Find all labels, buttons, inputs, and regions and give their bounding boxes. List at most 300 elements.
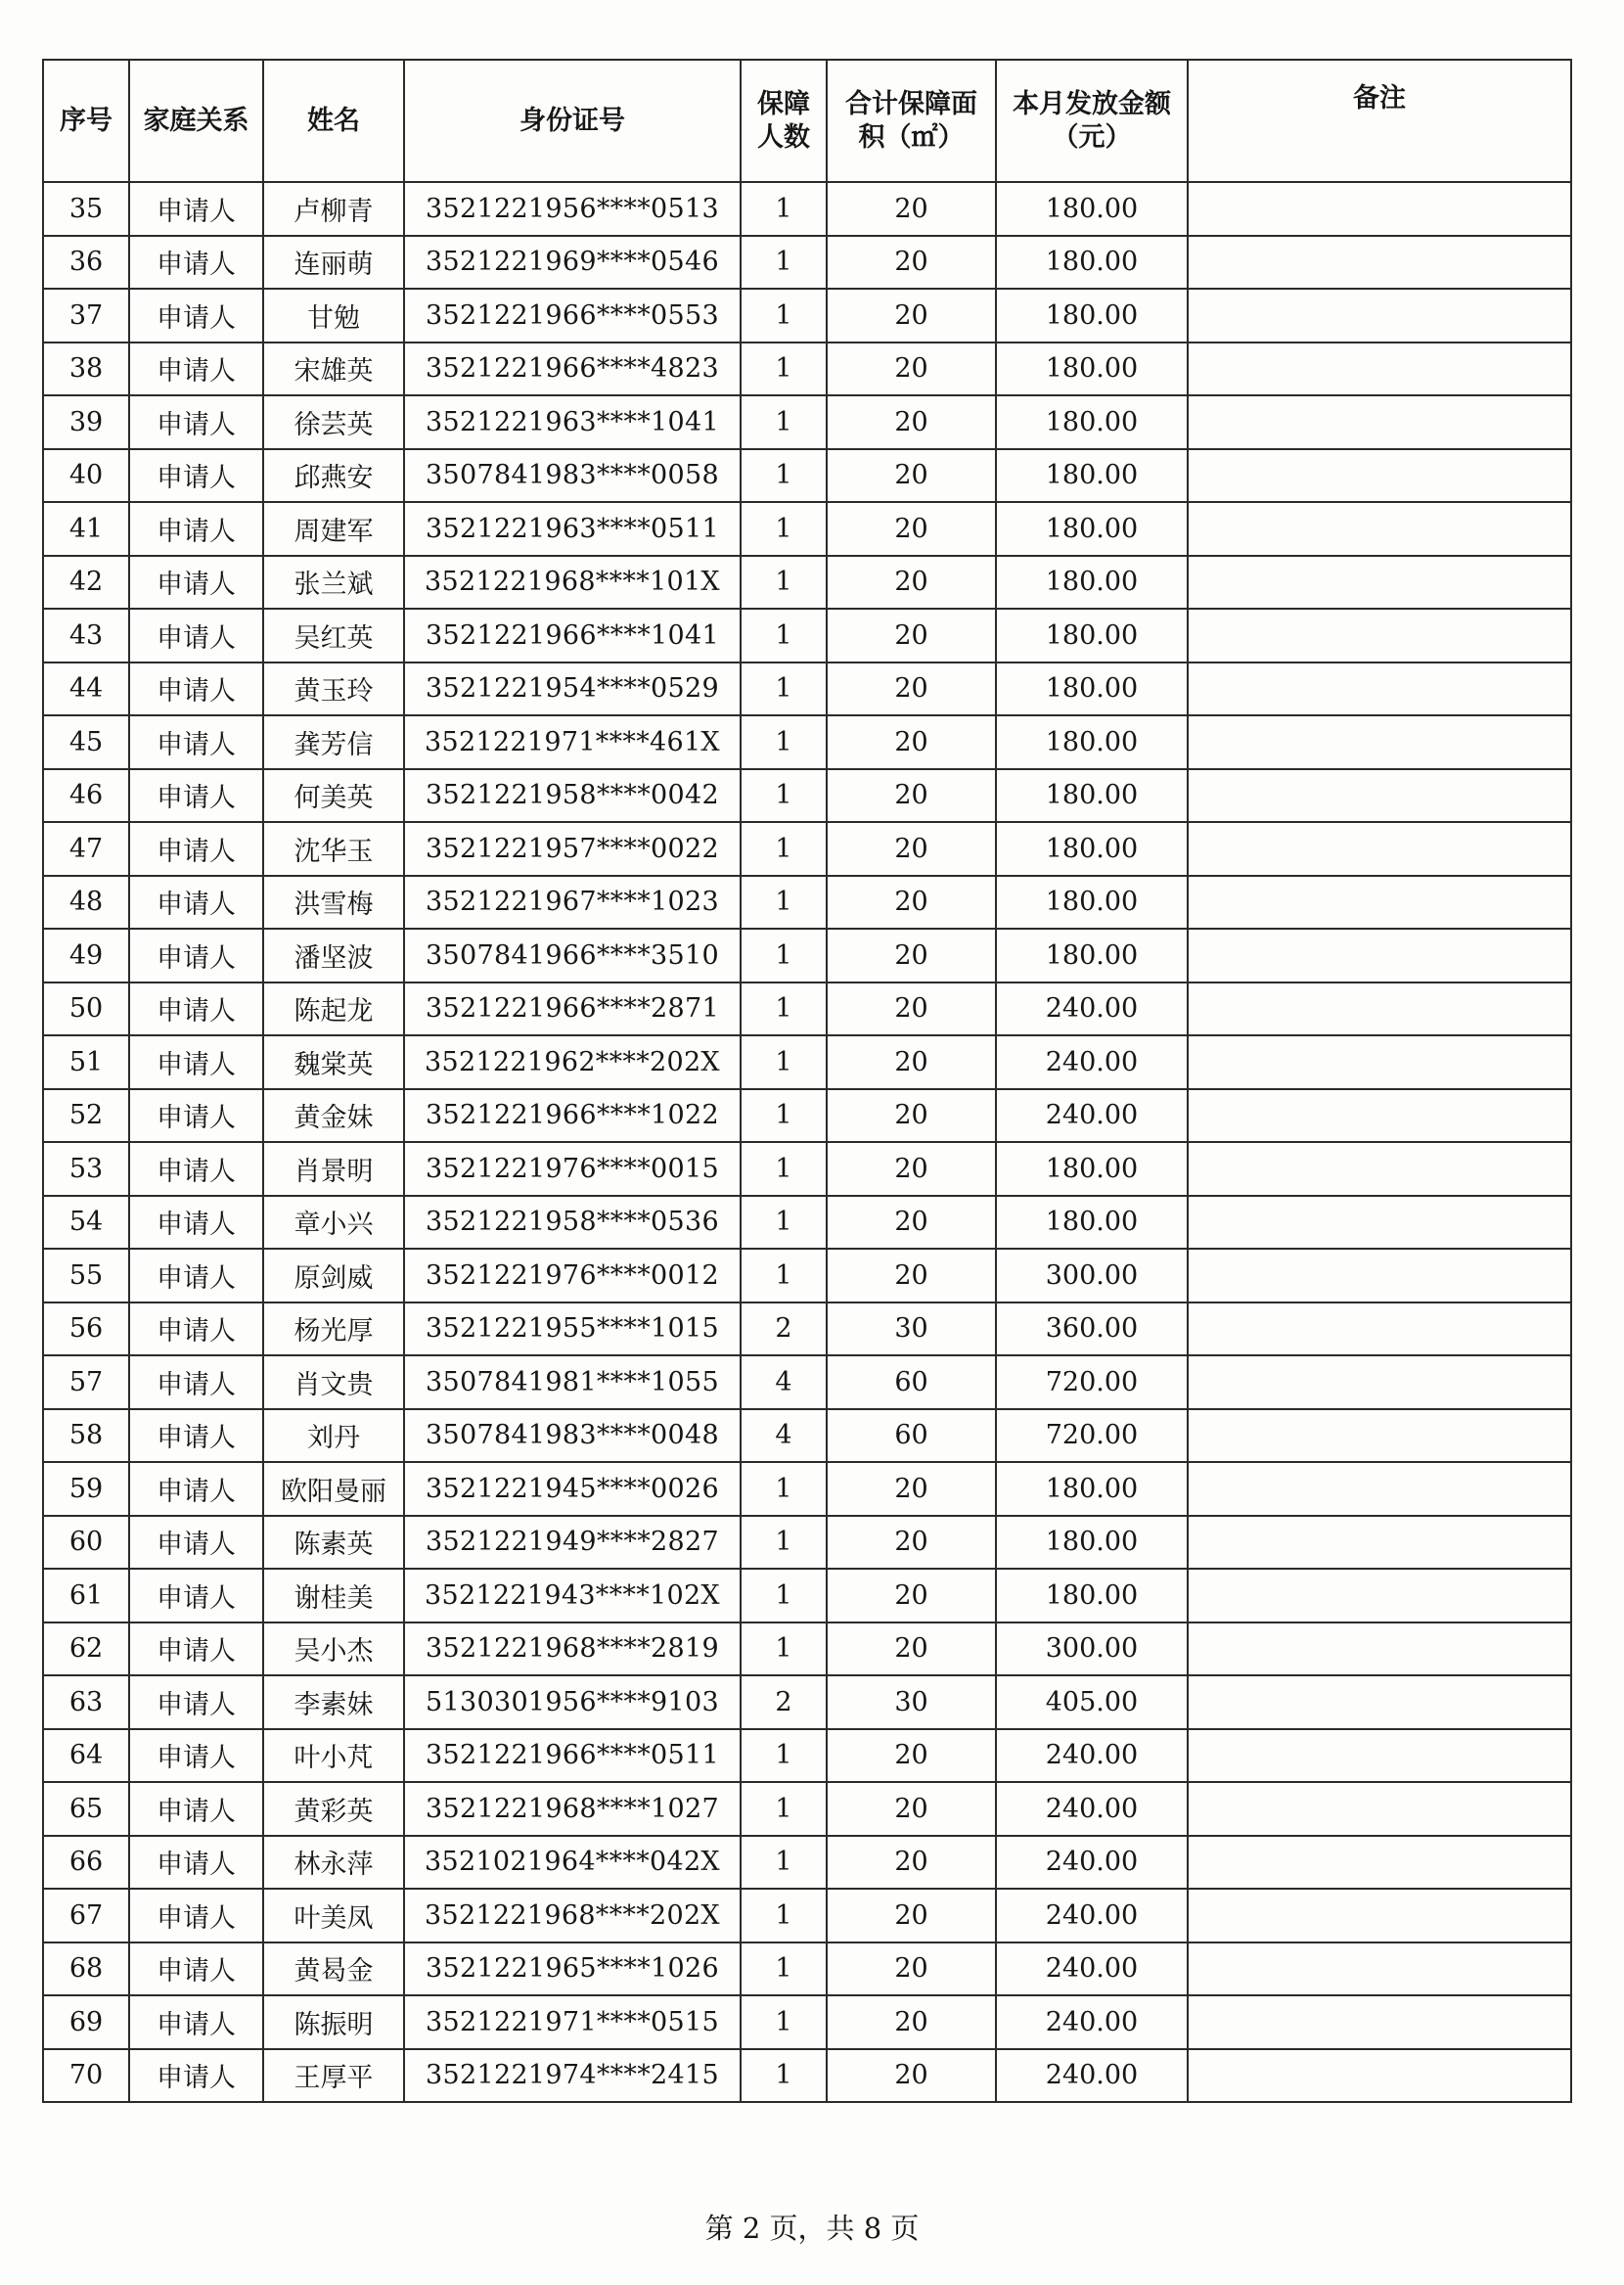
cell-name: 欧阳曼丽 (263, 1462, 404, 1516)
table-row (43, 1782, 1571, 1836)
cell-amount: 180.00 (996, 715, 1188, 769)
cell-persons: 1 (741, 1462, 827, 1516)
cell-name: 叶美凤 (263, 1889, 404, 1942)
cell-persons: 1 (741, 343, 827, 396)
cell-persons: 1 (741, 663, 827, 716)
cell-name: 陈振明 (263, 1995, 404, 2049)
cell-relation: 申请人 (129, 1462, 263, 1516)
cell-seq: 61 (43, 1569, 129, 1622)
cell-seq: 47 (43, 822, 129, 876)
cell-area: 60 (827, 1409, 996, 1463)
table-row (43, 1142, 1571, 1196)
cell-remark (1188, 1889, 1571, 1942)
cell-amount: 240.00 (996, 1729, 1188, 1783)
cell-id-number: 3521221968****101X (404, 556, 741, 610)
table-row (43, 876, 1571, 930)
cell-persons: 1 (741, 876, 827, 930)
cell-remark (1188, 1675, 1571, 1729)
cell-remark (1188, 1462, 1571, 1516)
cell-amount: 180.00 (996, 502, 1188, 556)
cell-seq: 65 (43, 1782, 129, 1836)
cell-name: 李素妹 (263, 1675, 404, 1729)
cell-name: 叶小芃 (263, 1729, 404, 1783)
cell-area: 20 (827, 1516, 996, 1570)
cell-amount: 180.00 (996, 609, 1188, 663)
cell-remark (1188, 1249, 1571, 1302)
table-row (43, 983, 1571, 1036)
cell-remark (1188, 1995, 1571, 2049)
cell-amount: 180.00 (996, 1516, 1188, 1570)
cell-name: 甘勉 (263, 289, 404, 343)
table-row (43, 449, 1571, 503)
cell-amount: 720.00 (996, 1409, 1188, 1463)
cell-area: 20 (827, 983, 996, 1036)
cell-amount: 180.00 (996, 769, 1188, 823)
cell-seq: 37 (43, 289, 129, 343)
cell-relation: 申请人 (129, 715, 263, 769)
cell-area: 20 (827, 395, 996, 449)
table-row (43, 1569, 1571, 1622)
table-row (43, 1622, 1571, 1676)
cell-area: 20 (827, 1995, 996, 2049)
cell-persons: 1 (741, 1196, 827, 1250)
table-row (43, 289, 1571, 343)
cell-remark (1188, 1142, 1571, 1196)
table-row (43, 1516, 1571, 1570)
cell-remark (1188, 182, 1571, 236)
cell-remark (1188, 663, 1571, 716)
cell-persons: 1 (741, 556, 827, 610)
cell-remark (1188, 556, 1571, 610)
cell-persons: 1 (741, 236, 827, 290)
cell-amount: 180.00 (996, 1462, 1188, 1516)
cell-area: 20 (827, 715, 996, 769)
cell-name: 吴小杰 (263, 1622, 404, 1676)
cell-persons: 2 (741, 1302, 827, 1356)
cell-relation: 申请人 (129, 663, 263, 716)
cell-remark (1188, 1035, 1571, 1089)
cell-seq: 58 (43, 1409, 129, 1463)
cell-seq: 64 (43, 1729, 129, 1783)
cell-name: 陈素英 (263, 1516, 404, 1570)
cell-id-number: 3521221962****202X (404, 1035, 741, 1089)
cell-area: 20 (827, 1942, 996, 1996)
cell-relation: 申请人 (129, 1942, 263, 1996)
cell-id-number: 3507841983****0058 (404, 449, 741, 503)
header-name: 姓名 (263, 60, 404, 182)
cell-remark (1188, 876, 1571, 930)
cell-persons: 1 (741, 1729, 827, 1783)
cell-relation: 申请人 (129, 876, 263, 930)
cell-area: 20 (827, 2049, 996, 2103)
cell-relation: 申请人 (129, 1622, 263, 1676)
cell-name: 黄彩英 (263, 1782, 404, 1836)
cell-persons: 1 (741, 182, 827, 236)
cell-persons: 1 (741, 1142, 827, 1196)
table-row (43, 1355, 1571, 1409)
cell-id-number: 5130301956****9103 (404, 1675, 741, 1729)
cell-area: 20 (827, 1035, 996, 1089)
cell-relation: 申请人 (129, 502, 263, 556)
cell-id-number: 3521221971****461X (404, 715, 741, 769)
cell-persons: 2 (741, 1675, 827, 1729)
cell-relation: 申请人 (129, 556, 263, 610)
cell-seq: 36 (43, 236, 129, 290)
roster-body (43, 182, 1571, 2102)
header-remark: 备注 (1188, 60, 1571, 182)
cell-relation: 申请人 (129, 1675, 263, 1729)
cell-id-number: 3521221943****102X (404, 1569, 741, 1622)
cell-id-number: 3507841966****3510 (404, 929, 741, 983)
header-row (43, 60, 1571, 182)
cell-seq: 43 (43, 609, 129, 663)
cell-relation: 申请人 (129, 769, 263, 823)
cell-remark (1188, 1836, 1571, 1890)
cell-amount: 180.00 (996, 663, 1188, 716)
cell-id-number: 3521221967****1023 (404, 876, 741, 930)
table-row (43, 1942, 1571, 1996)
table-row (43, 1409, 1571, 1463)
cell-area: 60 (827, 1355, 996, 1409)
cell-name: 陈起龙 (263, 983, 404, 1036)
cell-name: 原剑威 (263, 1249, 404, 1302)
table-row (43, 1196, 1571, 1250)
subsidy-roster-table (42, 59, 1572, 2103)
cell-amount: 180.00 (996, 449, 1188, 503)
cell-persons: 1 (741, 1836, 827, 1890)
cell-relation: 申请人 (129, 236, 263, 290)
cell-amount: 180.00 (996, 395, 1188, 449)
cell-name: 章小兴 (263, 1196, 404, 1250)
cell-remark (1188, 1622, 1571, 1676)
cell-persons: 1 (741, 609, 827, 663)
cell-id-number: 3521221958****0536 (404, 1196, 741, 1250)
cell-remark (1188, 1355, 1571, 1409)
cell-area: 20 (827, 449, 996, 503)
cell-persons: 1 (741, 1249, 827, 1302)
cell-seq: 54 (43, 1196, 129, 1250)
cell-seq: 63 (43, 1675, 129, 1729)
cell-persons: 1 (741, 929, 827, 983)
cell-seq: 66 (43, 1836, 129, 1890)
cell-id-number: 3521221971****0515 (404, 1995, 741, 2049)
cell-relation: 申请人 (129, 1035, 263, 1089)
cell-remark (1188, 236, 1571, 290)
cell-id-number: 3521221955****1015 (404, 1302, 741, 1356)
cell-seq: 45 (43, 715, 129, 769)
cell-area: 20 (827, 822, 996, 876)
cell-remark (1188, 983, 1571, 1036)
cell-amount: 180.00 (996, 929, 1188, 983)
cell-remark (1188, 769, 1571, 823)
cell-area: 20 (827, 1622, 996, 1676)
cell-amount: 180.00 (996, 182, 1188, 236)
cell-relation: 申请人 (129, 2049, 263, 2103)
cell-amount: 240.00 (996, 1995, 1188, 2049)
table-row (43, 1995, 1571, 2049)
cell-seq: 48 (43, 876, 129, 930)
cell-seq: 59 (43, 1462, 129, 1516)
cell-name: 魏棠英 (263, 1035, 404, 1089)
cell-area: 20 (827, 1462, 996, 1516)
table-row (43, 1462, 1571, 1516)
cell-id-number: 3521221963****0511 (404, 502, 741, 556)
cell-relation: 申请人 (129, 1249, 263, 1302)
cell-area: 20 (827, 1729, 996, 1783)
cell-relation: 申请人 (129, 1302, 263, 1356)
cell-area: 30 (827, 1302, 996, 1356)
cell-remark (1188, 2049, 1571, 2103)
table-row (43, 502, 1571, 556)
cell-name: 卢柳青 (263, 182, 404, 236)
cell-area: 20 (827, 663, 996, 716)
cell-id-number: 3507841981****1055 (404, 1355, 741, 1409)
cell-amount: 240.00 (996, 1836, 1188, 1890)
cell-remark (1188, 1942, 1571, 1996)
cell-seq: 38 (43, 343, 129, 396)
cell-id-number: 3521221956****0513 (404, 182, 741, 236)
cell-id-number: 3521221966****1041 (404, 609, 741, 663)
cell-remark (1188, 1196, 1571, 1250)
cell-persons: 1 (741, 1622, 827, 1676)
cell-persons: 1 (741, 1782, 827, 1836)
page-number: 第 2 页，共 8 页 (704, 2212, 920, 2245)
cell-remark (1188, 715, 1571, 769)
cell-amount: 240.00 (996, 983, 1188, 1036)
cell-area: 30 (827, 1675, 996, 1729)
header-relation: 家庭关系 (129, 60, 263, 182)
cell-remark (1188, 1729, 1571, 1783)
cell-id-number: 3521221963****1041 (404, 395, 741, 449)
cell-persons: 1 (741, 502, 827, 556)
cell-id-number: 3507841983****0048 (404, 1409, 741, 1463)
cell-id-number: 3521221958****0042 (404, 769, 741, 823)
cell-area: 20 (827, 876, 996, 930)
cell-name: 宋雄英 (263, 343, 404, 396)
cell-name: 黄金妹 (263, 1089, 404, 1143)
cell-relation: 申请人 (129, 182, 263, 236)
cell-relation: 申请人 (129, 1889, 263, 1942)
cell-area: 20 (827, 1782, 996, 1836)
cell-relation: 申请人 (129, 929, 263, 983)
table-row (43, 236, 1571, 290)
cell-area: 20 (827, 769, 996, 823)
header-id-number: 身份证号 (404, 60, 741, 182)
cell-persons: 1 (741, 1889, 827, 1942)
cell-remark (1188, 1782, 1571, 1836)
cell-area: 20 (827, 1249, 996, 1302)
cell-name: 肖景明 (263, 1142, 404, 1196)
cell-persons: 1 (741, 822, 827, 876)
cell-persons: 1 (741, 449, 827, 503)
cell-area: 20 (827, 1569, 996, 1622)
cell-amount: 240.00 (996, 1782, 1188, 1836)
header-area: 合计保障面积（㎡） (827, 60, 996, 182)
cell-persons: 1 (741, 2049, 827, 2103)
cell-amount: 180.00 (996, 822, 1188, 876)
cell-amount: 180.00 (996, 556, 1188, 610)
cell-id-number: 3521221976****0015 (404, 1142, 741, 1196)
cell-remark (1188, 1569, 1571, 1622)
cell-id-number: 3521221966****4823 (404, 343, 741, 396)
table-row (43, 1035, 1571, 1089)
cell-remark (1188, 502, 1571, 556)
cell-area: 20 (827, 929, 996, 983)
cell-relation: 申请人 (129, 1995, 263, 2049)
table-row (43, 1889, 1571, 1942)
cell-id-number: 3521221949****2827 (404, 1516, 741, 1570)
cell-persons: 1 (741, 983, 827, 1036)
table-row (43, 1729, 1571, 1783)
cell-relation: 申请人 (129, 609, 263, 663)
cell-seq: 52 (43, 1089, 129, 1143)
cell-area: 20 (827, 609, 996, 663)
cell-seq: 40 (43, 449, 129, 503)
cell-persons: 1 (741, 715, 827, 769)
cell-amount: 180.00 (996, 876, 1188, 930)
cell-amount: 360.00 (996, 1302, 1188, 1356)
cell-area: 20 (827, 343, 996, 396)
cell-amount: 240.00 (996, 1035, 1188, 1089)
cell-seq: 35 (43, 182, 129, 236)
cell-relation: 申请人 (129, 343, 263, 396)
cell-relation: 申请人 (129, 1409, 263, 1463)
table-row (43, 715, 1571, 769)
cell-seq: 70 (43, 2049, 129, 2103)
cell-id-number: 3521221954****0529 (404, 663, 741, 716)
cell-amount: 180.00 (996, 343, 1188, 396)
cell-name: 谢桂美 (263, 1569, 404, 1622)
cell-seq: 49 (43, 929, 129, 983)
cell-name: 吴红英 (263, 609, 404, 663)
cell-area: 20 (827, 1089, 996, 1143)
cell-id-number: 3521221945****0026 (404, 1462, 741, 1516)
cell-name: 沈华玉 (263, 822, 404, 876)
cell-seq: 62 (43, 1622, 129, 1676)
cell-relation: 申请人 (129, 1836, 263, 1890)
cell-relation: 申请人 (129, 1355, 263, 1409)
cell-name: 杨光厚 (263, 1302, 404, 1356)
cell-persons: 1 (741, 1942, 827, 1996)
cell-seq: 60 (43, 1516, 129, 1570)
cell-seq: 68 (43, 1942, 129, 1996)
cell-seq: 51 (43, 1035, 129, 1089)
table-row (43, 769, 1571, 823)
cell-area: 20 (827, 1196, 996, 1250)
cell-seq: 46 (43, 769, 129, 823)
cell-id-number: 3521221966****2871 (404, 983, 741, 1036)
cell-relation: 申请人 (129, 1142, 263, 1196)
cell-name: 张兰斌 (263, 556, 404, 610)
cell-seq: 56 (43, 1302, 129, 1356)
cell-amount: 180.00 (996, 1142, 1188, 1196)
cell-name: 邱燕安 (263, 449, 404, 503)
cell-id-number: 3521221966****0511 (404, 1729, 741, 1783)
cell-area: 20 (827, 1889, 996, 1942)
cell-remark (1188, 289, 1571, 343)
cell-area: 20 (827, 556, 996, 610)
cell-relation: 申请人 (129, 395, 263, 449)
cell-relation: 申请人 (129, 1196, 263, 1250)
table-row (43, 1302, 1571, 1356)
cell-name: 王厚平 (263, 2049, 404, 2103)
cell-seq: 41 (43, 502, 129, 556)
cell-persons: 4 (741, 1355, 827, 1409)
cell-remark (1188, 343, 1571, 396)
cell-remark (1188, 395, 1571, 449)
cell-id-number: 3521221969****0546 (404, 236, 741, 290)
cell-persons: 1 (741, 289, 827, 343)
cell-seq: 57 (43, 1355, 129, 1409)
cell-amount: 180.00 (996, 289, 1188, 343)
cell-name: 黄曷金 (263, 1942, 404, 1996)
cell-amount: 240.00 (996, 1889, 1188, 1942)
table-row (43, 929, 1571, 983)
cell-name: 洪雪梅 (263, 876, 404, 930)
cell-persons: 1 (741, 1516, 827, 1570)
cell-remark (1188, 822, 1571, 876)
cell-persons: 1 (741, 1089, 827, 1143)
cell-persons: 1 (741, 1035, 827, 1089)
cell-seq: 55 (43, 1249, 129, 1302)
cell-seq: 53 (43, 1142, 129, 1196)
cell-relation: 申请人 (129, 449, 263, 503)
header-seq: 序号 (43, 60, 129, 182)
cell-persons: 1 (741, 1569, 827, 1622)
table-row (43, 343, 1571, 396)
roster-sheet (42, 59, 1570, 2103)
cell-amount: 300.00 (996, 1622, 1188, 1676)
cell-amount: 180.00 (996, 1569, 1188, 1622)
cell-name: 龚芳信 (263, 715, 404, 769)
cell-seq: 50 (43, 983, 129, 1036)
cell-relation: 申请人 (129, 1569, 263, 1622)
cell-remark (1188, 1302, 1571, 1356)
cell-seq: 67 (43, 1889, 129, 1942)
cell-area: 20 (827, 1142, 996, 1196)
cell-name: 肖文贵 (263, 1355, 404, 1409)
cell-area: 20 (827, 182, 996, 236)
table-row (43, 1675, 1571, 1729)
cell-name: 林永萍 (263, 1836, 404, 1890)
table-row (43, 822, 1571, 876)
cell-area: 20 (827, 502, 996, 556)
cell-remark (1188, 929, 1571, 983)
cell-name: 潘坚波 (263, 929, 404, 983)
cell-name: 徐芸英 (263, 395, 404, 449)
cell-persons: 1 (741, 769, 827, 823)
cell-seq: 44 (43, 663, 129, 716)
table-row (43, 395, 1571, 449)
cell-id-number: 3521221965****1026 (404, 1942, 741, 1996)
cell-id-number: 3521221968****202X (404, 1889, 741, 1942)
cell-relation: 申请人 (129, 1516, 263, 1570)
cell-id-number: 3521221966****1022 (404, 1089, 741, 1143)
cell-relation: 申请人 (129, 1089, 263, 1143)
cell-persons: 1 (741, 395, 827, 449)
cell-id-number: 3521221974****2415 (404, 2049, 741, 2103)
cell-id-number: 3521221968****1027 (404, 1782, 741, 1836)
cell-area: 20 (827, 289, 996, 343)
cell-seq: 69 (43, 1995, 129, 2049)
cell-remark (1188, 609, 1571, 663)
cell-id-number: 3521221976****0012 (404, 1249, 741, 1302)
table-row (43, 2049, 1571, 2103)
cell-remark (1188, 1409, 1571, 1463)
cell-area: 20 (827, 236, 996, 290)
cell-name: 黄玉玲 (263, 663, 404, 716)
cell-amount: 300.00 (996, 1249, 1188, 1302)
